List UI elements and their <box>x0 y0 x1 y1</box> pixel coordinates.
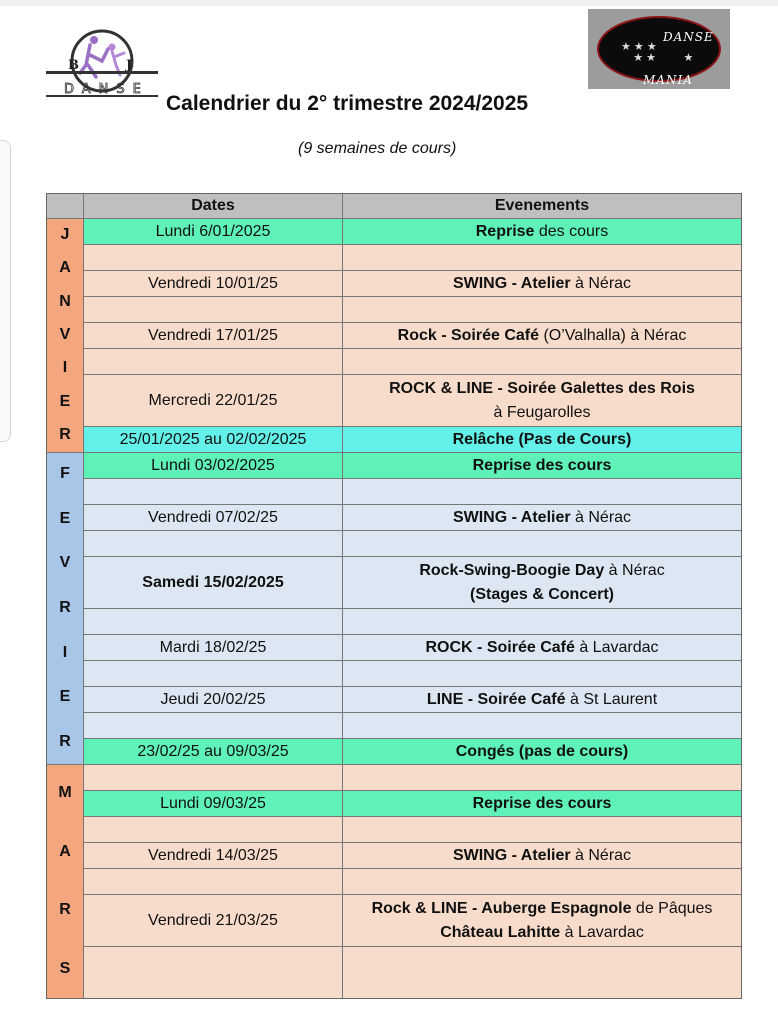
event-rest-text: à Nérac <box>604 561 665 579</box>
date-text: Vendredi 17/01/25 <box>148 326 278 344</box>
page-subtitle: (9 semaines de cours) <box>298 140 457 157</box>
event-rest-text: à Lavardac <box>574 638 659 656</box>
header-events: Evenements <box>343 193 742 219</box>
month-letter: R <box>59 426 71 444</box>
event-bold-text: Congés (pas de cours) <box>455 742 629 760</box>
month-letter: F <box>60 465 70 483</box>
bj-danse-word: DANSE <box>64 82 149 97</box>
date-text: Mardi 18/02/25 <box>159 638 267 656</box>
date-text: Mercredi 22/01/25 <box>148 391 278 409</box>
calendar-table <box>46 193 742 999</box>
header-dates: Dates <box>84 193 343 219</box>
month-letter: R <box>59 599 71 616</box>
danse-mania-bottom: MANIA <box>643 73 693 87</box>
date-text: Samedi 15/02/2025 <box>142 573 284 591</box>
event-bold-text: Rock & LINE - Auberge Espagnole <box>371 899 632 917</box>
event-rest-text: à Nérac <box>570 274 632 292</box>
event-bold-text: Rock-Swing-Boogie Day <box>419 561 605 579</box>
date-text: Lundi 03/02/2025 <box>151 456 275 474</box>
danse-mania-top: DANSE <box>663 30 714 44</box>
page-title: Calendrier du 2° trimestre 2024/2025 <box>166 92 529 115</box>
event-bold-text: SWING - Atelier <box>452 846 571 864</box>
event-line2-rest: à Lavardac <box>560 923 644 941</box>
month-letter: E <box>59 509 71 527</box>
danse-mania-oval <box>597 16 721 87</box>
date-text: Vendredi 21/03/25 <box>148 911 278 929</box>
event-bold-text: ROCK & LINE - Soirée Galettes des Rois <box>389 379 695 397</box>
month-letter: A <box>59 842 71 860</box>
date-text: 23/02/25 au 09/03/25 <box>137 742 289 760</box>
month-letter: N <box>59 292 71 310</box>
event-bold-text: Reprise <box>475 222 535 240</box>
date-text: Jeudi 20/02/25 <box>160 690 266 708</box>
month-letter: I <box>62 643 68 661</box>
event-rest-text: à Nérac <box>570 846 632 864</box>
event-bold-text: SWING - Atelier <box>452 274 571 292</box>
event-rest-text: des cours <box>534 222 609 240</box>
month-letter: V <box>59 554 71 572</box>
event-bold-text: SWING - Atelier <box>452 508 571 526</box>
month-letter: R <box>59 901 71 919</box>
month-letter: V <box>59 326 71 343</box>
event-bold-text: LINE - Soirée Café <box>426 690 566 708</box>
event-bold-text: Reprise des cours <box>472 794 612 812</box>
event-line2-text: à Feugarolles <box>493 403 591 421</box>
month-letter: E <box>59 392 71 410</box>
event-rest-text: à St Laurent <box>565 690 658 708</box>
date-text: Vendredi 14/03/25 <box>148 846 278 864</box>
event-bold-text: Reprise des cours <box>472 456 612 474</box>
month-letter: A <box>59 259 71 277</box>
event-bold-text: ROCK - Soirée Café <box>425 638 575 656</box>
event-rest-text: à Nérac <box>570 508 632 526</box>
bj-danse-logo <box>46 27 158 102</box>
danse-mania-logo <box>588 9 730 89</box>
date-text: Lundi 09/03/25 <box>160 794 266 812</box>
month-letter: J <box>60 225 70 243</box>
month-letter: S <box>59 959 71 977</box>
event-line2-text: (Stages & Concert) <box>469 585 615 603</box>
date-text: Vendredi 10/01/25 <box>148 274 278 292</box>
date-text: Lundi 6/01/2025 <box>155 222 271 240</box>
month-letter: E <box>59 688 71 706</box>
bj-letter-j: J <box>126 58 133 73</box>
top-strip <box>0 0 778 6</box>
bj-letter-b: B <box>68 58 79 73</box>
event-rest-text: de Pâques <box>631 899 713 917</box>
event-rest-text: (O’Valhalla) à Nérac <box>539 326 687 344</box>
month-letter: I <box>62 359 68 377</box>
table-frame <box>46 193 742 999</box>
screen-edge-handle[interactable] <box>0 140 11 442</box>
month-letter: R <box>59 732 71 750</box>
date-text: 25/01/2025 au 02/02/2025 <box>119 430 307 448</box>
event-bold-text: Relâche (Pas de Cours) <box>452 430 632 448</box>
event-line2-text: Château Lahitte <box>440 923 561 941</box>
star-icon: ★ ★ ★ ★ ★ ★ <box>621 41 694 64</box>
date-text: Vendredi 07/02/25 <box>148 508 278 526</box>
event-bold-text: Rock - Soirée Café <box>397 326 540 344</box>
month-letter: M <box>58 784 72 802</box>
